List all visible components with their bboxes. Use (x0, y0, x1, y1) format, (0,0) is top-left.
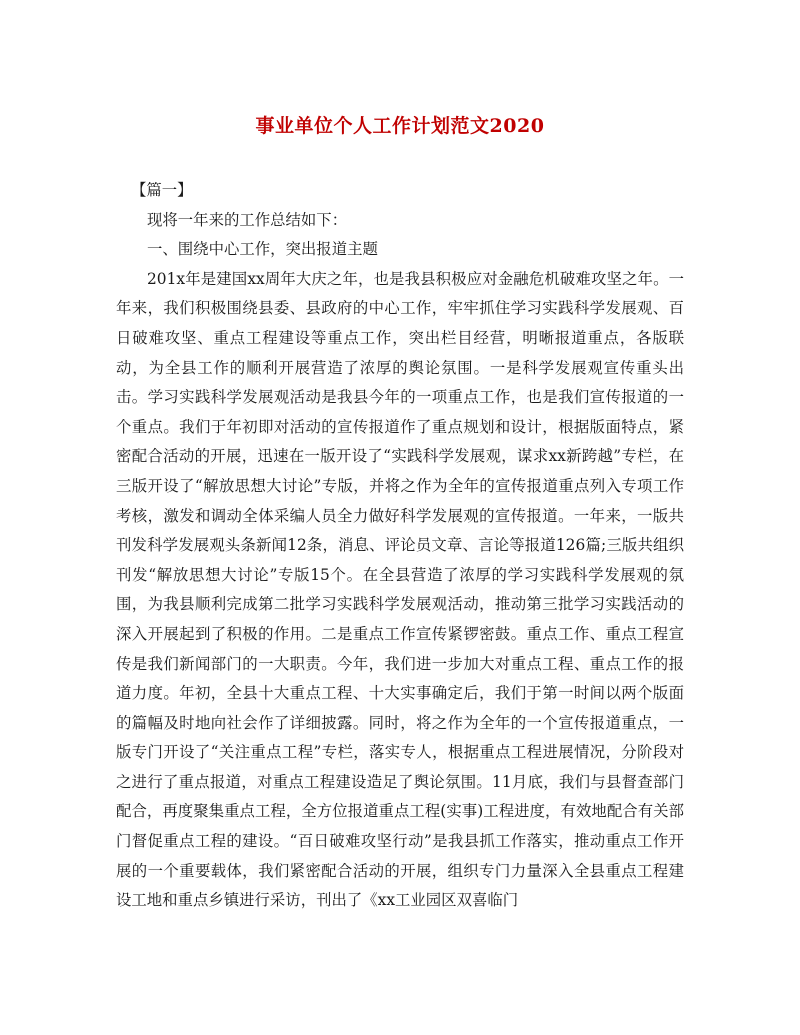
document-body (116, 176, 684, 916)
intro-line: 现将一年来的工作总结如下： (147, 210, 348, 229)
section-heading: 一、围绕中心工作，突出报道主题 (147, 240, 378, 259)
section-label: 【篇一】 (131, 181, 193, 199)
body-paragraph: 201x年是建国xx周年大庆之年，也是我县积极应对金融危机破难攻坚之年。一年来，我们积极围绕县委、县政府的中心工作，牢牢抓住学习实践科学发展观、百日破难攻坚、重点工程建设等重点工作，突出栏目经营，明晰报道重点，各版联动，为全县工作的顺利开展营造了浓厚的舆论氛围。一是科学发展观宣传重头出击。学习实践科学发展观活动是我县今年的一项重点工作，也是我们宣传报道的一个重点。我们于年初即对活动的宣传报道作了重点规划和设计，根据版面特点，紧密配合活动的开展，迅速在一版开设了“实践科学发展观，谋求xx新跨越”专栏，在三版开设了“解放思想大讨论”专版，并将之作为全年的宣传报道重点列入专项工作考核，激发和调动全体采编人员全力做好科学发展观的宣传报道。一年来，一版共刊发科学发展观头条新闻12条，消息、评论员文章、言论等报道126篇;三版共组织刊发“解放思想大讨论”专版15个。在全县营造了浓厚的学习实践科学发展观的氛围，为我县顺利完成第二批学习实践科学发展观活动，推动第三批学习实践活动的深入开展起到了积极的作用。二是重点工作宣传紧锣密鼓。重点工作、重点工程宣传是我们新闻部门的一大职责。今年，我们进一步加大对重点工程、重点工作的报道力度。年初，全县十大重点工程、十大实事确定后，我们于第一时间以两个版面的篇幅及时地向社会作了详细披露。同时，将之作为全年的一个宣传报道重点，一版专门开设了“关注重点工程”专栏，落实专人，根据重点工程进展情况，分阶段对之进行了重点报道，对重点工程建设造足了舆论氛围。11月底，我们与县督查部门配合，再度聚集重点工程，全方位报道重点工程(实事)工程进度，有效地配合有关部门督促重点工程的建设。“百日破难攻坚行动”是我县抓工作落实，推动重点工作开展的一个重要载体，我们紧密配合活动的开展，组织专门力量深入全县重点工程建设工地和重点乡镇进行采访，刊出了《xx工业园区双喜临门 (116, 269, 684, 910)
document-title: 事业单位个人工作计划范文2020 (255, 115, 545, 137)
